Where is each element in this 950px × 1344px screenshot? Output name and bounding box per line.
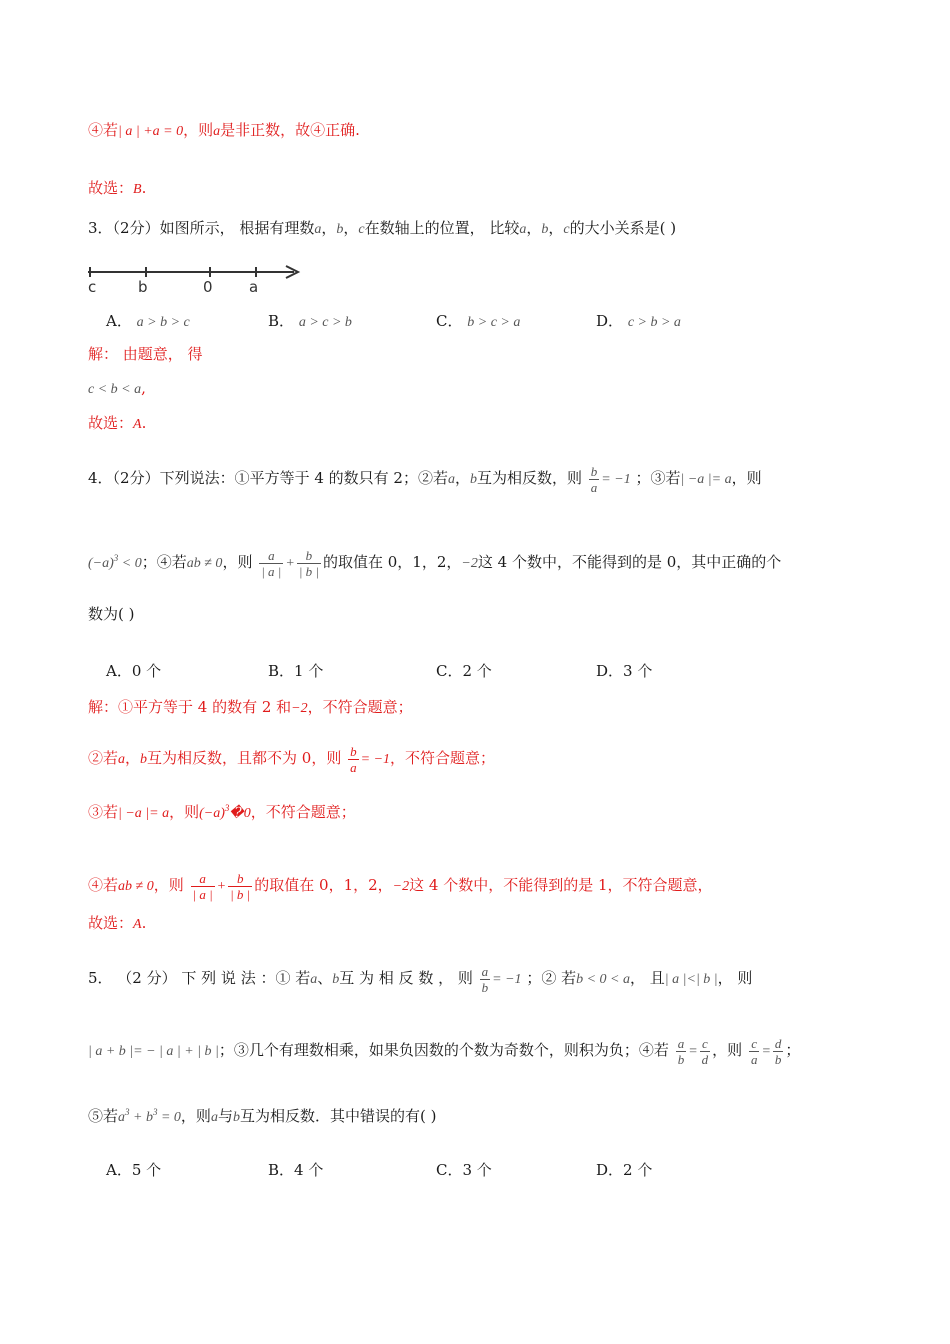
math: c < b < a xyxy=(88,382,142,397)
text: 解：①平方等于 4 的数有 2 和 xyxy=(88,698,292,716)
math: + xyxy=(216,879,227,894)
text: ，不符合题意； xyxy=(307,698,413,716)
math: b xyxy=(336,222,344,237)
text: ，则 xyxy=(731,469,762,487)
math: a xyxy=(118,1110,126,1125)
math: + xyxy=(285,556,295,571)
denominator: a xyxy=(750,1051,758,1067)
q5-option-c: C．3 个 xyxy=(436,1161,492,1179)
math: b xyxy=(541,222,549,237)
q4-stem-line3 xyxy=(88,604,135,624)
text: 3．（2分）如图所示， 根据有理数 xyxy=(88,219,315,237)
math: b xyxy=(140,752,148,767)
fraction-b-over-a xyxy=(589,464,600,495)
numerator: c xyxy=(749,1036,760,1052)
fraction-a-over-b xyxy=(676,1036,687,1067)
math: −2 xyxy=(291,701,308,716)
q4-answer xyxy=(88,913,146,935)
label-0: 0 xyxy=(203,278,213,296)
q4-stem-line2 xyxy=(88,538,781,584)
text: A． xyxy=(106,312,132,330)
text: ，则 xyxy=(153,876,184,894)
superscript: 3 xyxy=(125,1107,130,1117)
text: 在数轴上的位置， 比较 xyxy=(364,219,520,237)
q4-stem-line1 xyxy=(88,458,762,500)
text: B． xyxy=(268,312,295,330)
q5-option-d: D．2 个 xyxy=(596,1161,653,1179)
text: 与 xyxy=(217,1107,233,1125)
text: ；③若 xyxy=(635,469,681,487)
q5-stem-line1 xyxy=(88,958,752,1000)
text: ，不符合题意； xyxy=(390,749,496,767)
math: a xyxy=(519,222,527,237)
text: ，则 xyxy=(180,1107,211,1125)
math: �0 xyxy=(229,806,251,821)
math: b xyxy=(470,472,477,487)
numerator: a xyxy=(677,1035,685,1051)
text: ， 且 xyxy=(630,969,665,987)
numerator: a xyxy=(259,548,283,564)
denominator: b xyxy=(774,1051,782,1067)
text: ，则 xyxy=(222,553,253,571)
math: A xyxy=(133,917,142,932)
superscript: 3 xyxy=(113,553,119,563)
q5-stem-line3 xyxy=(88,1102,436,1128)
text: . xyxy=(141,414,147,432)
math: | a |<| b | xyxy=(664,972,718,987)
q3-option-d xyxy=(596,311,681,333)
math: = 0 xyxy=(157,1110,181,1125)
label-b: b xyxy=(138,278,148,296)
text: 故选： xyxy=(88,914,134,932)
q4-option-a: A．0 个 xyxy=(106,662,162,680)
math: b > c > a xyxy=(467,315,521,330)
q3-stem xyxy=(88,218,676,240)
text: ；② 若 xyxy=(526,969,577,987)
text: 4．（2分）下列说法：①平方等于 4 的数只有 2；②若 xyxy=(88,469,448,487)
superscript: 3 xyxy=(224,803,230,813)
text: . xyxy=(141,179,147,197)
q5-stem-line2 xyxy=(88,1030,800,1072)
math: = −1 xyxy=(492,972,522,987)
fraction-d-over-b xyxy=(773,1036,784,1067)
math: | a + b |= − | a | + | b | xyxy=(88,1044,219,1059)
text: 的大小关系是 xyxy=(569,219,660,237)
paren: ( ) xyxy=(419,1107,437,1125)
math: + b xyxy=(129,1110,153,1125)
q3-option-a xyxy=(106,311,190,333)
text: 5． （2 分） 下 列 说 法 ：① 若 xyxy=(88,969,311,987)
math: a xyxy=(447,472,455,487)
number-line-figure xyxy=(86,262,306,296)
math: b xyxy=(332,972,340,987)
text: 数为 xyxy=(88,605,119,623)
fraction-a-over-abs-a xyxy=(259,548,283,579)
q4-option-d: D．3 个 xyxy=(596,662,653,680)
text: 互为相反数，且都不为 0，则 xyxy=(147,749,342,767)
text: ， xyxy=(321,219,337,237)
text: 的取值在 0，1，2， xyxy=(323,553,462,571)
numerator: d xyxy=(774,1035,782,1051)
denominator: | a | xyxy=(192,886,213,902)
q4-solution-4 xyxy=(88,863,713,909)
text: ； xyxy=(785,1041,801,1059)
text: ，则 xyxy=(712,1041,743,1059)
denominator: | a | xyxy=(261,563,282,579)
denominator: a xyxy=(350,759,357,775)
q3-solution-math xyxy=(88,378,146,400)
text: 互为相反数．其中错误的有 xyxy=(239,1107,420,1125)
text: ， xyxy=(526,219,542,237)
math: −2 xyxy=(461,556,478,571)
text: ， xyxy=(125,749,141,767)
text: ，则 xyxy=(169,803,200,821)
q3-option-c xyxy=(436,311,520,333)
math: c xyxy=(358,222,365,237)
math: b < 0 < a xyxy=(576,972,631,987)
q4-solution-1 xyxy=(88,697,413,719)
math: < 0 xyxy=(118,556,142,571)
q5-option-a: A．5 个 xyxy=(106,1161,162,1179)
text: C． xyxy=(436,312,463,330)
numerator: a xyxy=(191,871,215,887)
math: B xyxy=(133,182,142,197)
text: ， xyxy=(548,219,564,237)
math: c > b > a xyxy=(627,315,681,330)
fraction-a-over-abs-a xyxy=(191,871,215,902)
text: 互为相反数，则 xyxy=(477,469,583,487)
numerator: b xyxy=(590,463,598,479)
fraction-b-over-abs-b xyxy=(228,871,252,902)
fraction-b-over-abs-b xyxy=(297,548,321,579)
fraction-b-over-a xyxy=(348,744,359,775)
text: 故选： xyxy=(88,179,134,197)
text: ，不符合题意； xyxy=(250,803,356,821)
denominator: | b | xyxy=(230,886,251,902)
text: ；③几个有理数相乘，如果负因数的个数为奇数个，则积为负；④若 xyxy=(218,1041,669,1059)
text: 故选： xyxy=(88,414,134,432)
denominator: b xyxy=(677,1051,685,1067)
math: a xyxy=(210,1110,218,1125)
text: ③若 xyxy=(88,803,119,821)
q5-option-b: B．4 个 xyxy=(268,1161,324,1179)
text: , xyxy=(141,379,146,397)
math: ab ≠ 0 xyxy=(186,556,223,571)
text: 的取值在 0，1，2， xyxy=(254,876,393,894)
numerator: b xyxy=(350,743,357,759)
q3-solution xyxy=(88,344,203,364)
denominator: d xyxy=(701,1051,709,1067)
math: (−a) xyxy=(88,556,114,571)
fraction-c-over-d xyxy=(700,1036,711,1067)
math: | −a |= a xyxy=(118,806,170,821)
math: | −a |= a xyxy=(680,472,732,487)
denominator: | b | xyxy=(298,563,319,579)
text: 解： 由题意， 得 xyxy=(88,345,203,363)
math: c xyxy=(563,222,570,237)
q4-option-c: C．2 个 xyxy=(436,662,492,680)
text: 这 4 个数中，不能得到的是 0，其中正确的个 xyxy=(477,553,782,571)
text: . xyxy=(141,914,147,932)
math: | a | +a = 0 xyxy=(118,124,184,139)
text: ， xyxy=(343,219,359,237)
q4-option-b: B．1 个 xyxy=(268,662,324,680)
text: D． xyxy=(596,312,624,330)
math: a > b > c xyxy=(136,315,190,330)
math: = xyxy=(761,1044,771,1059)
math: b xyxy=(232,1110,240,1125)
text: ， xyxy=(454,469,470,487)
denominator: b xyxy=(481,979,489,995)
q3-option-b xyxy=(268,311,352,333)
label-c: c xyxy=(88,278,97,296)
math: a xyxy=(213,124,221,139)
text: 、 xyxy=(317,969,333,987)
q3-answer xyxy=(88,413,146,435)
paren: ( ) xyxy=(659,219,677,237)
numerator: b xyxy=(228,871,252,887)
text: ④若 xyxy=(88,121,119,139)
math: = −1 xyxy=(360,752,391,767)
math: a xyxy=(118,752,126,767)
prev-answer xyxy=(88,178,146,200)
math: a xyxy=(310,972,318,987)
numerator: b xyxy=(297,548,321,564)
math: (−a) xyxy=(199,806,225,821)
denominator: a xyxy=(590,479,598,495)
text: ， 则 xyxy=(717,969,753,987)
fraction-c-over-a xyxy=(749,1036,760,1067)
numerator: c xyxy=(700,1036,711,1052)
text: ④若 xyxy=(88,876,119,894)
text: 是非正数，故④正确. xyxy=(220,121,360,139)
text: ，则 xyxy=(183,121,214,139)
numerator: a xyxy=(481,963,489,979)
math: = −1 xyxy=(601,472,631,487)
text: ⑤若 xyxy=(88,1107,119,1125)
text: ②若 xyxy=(88,749,119,767)
math: −2 xyxy=(392,879,410,894)
superscript: 3 xyxy=(152,1107,158,1117)
fraction-a-over-b xyxy=(480,964,491,995)
text: 这 4 个数中，不能得到的是 1，不符合题意， xyxy=(409,876,713,894)
math: = xyxy=(688,1044,698,1059)
math: a xyxy=(314,222,322,237)
prev-statement-4 xyxy=(88,120,360,142)
text: 互 为 相 反 数 ， 则 xyxy=(339,969,473,987)
q4-solution-3 xyxy=(88,798,356,824)
text: ；④若 xyxy=(141,553,187,571)
paren: ( ) xyxy=(118,605,135,623)
math: ab ≠ 0 xyxy=(118,879,154,894)
label-a: a xyxy=(249,278,259,296)
math: a > c > b xyxy=(298,315,352,330)
math: A xyxy=(133,417,142,432)
q4-solution-2 xyxy=(88,738,495,780)
